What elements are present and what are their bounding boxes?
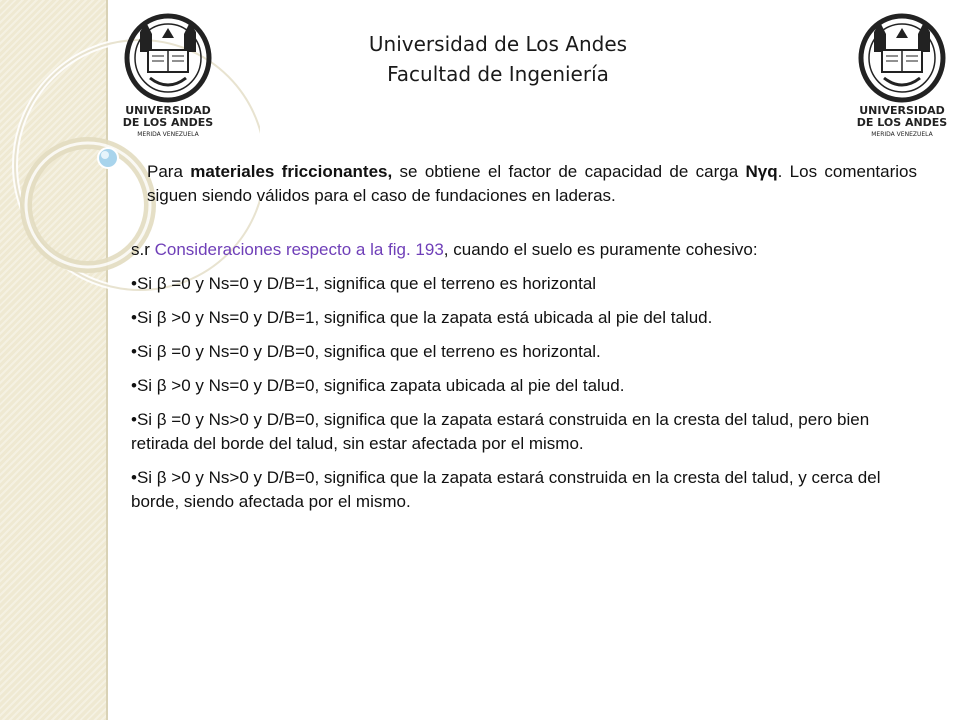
university-logo-right bbox=[852, 12, 952, 138]
intro-text-3: . Los comentarios siguen siendo válidos para el caso de fundaciones en laderas. bbox=[147, 162, 918, 205]
university-logo-left bbox=[118, 12, 218, 138]
section-prefix: s.r bbox=[131, 240, 155, 259]
list-item: •Si β =0 y Ns=0 y D/B=1, significa que el terreno es horizontal bbox=[131, 274, 597, 293]
university-seal-icon bbox=[127, 16, 209, 100]
section-heading bbox=[131, 238, 881, 262]
logo-name-line2: DE LOS ANDES bbox=[122, 116, 214, 129]
logo-place: MERIDA VENEZUELA bbox=[871, 131, 933, 138]
intro-text-1: Para bbox=[147, 162, 191, 181]
list-item: •Si β >0 y Ns=0 y D/B=1, significa que la zapata está ubicada al pie del talud. bbox=[131, 308, 713, 327]
list-item: •Si β >0 y Ns=0 y D/B=0, significa zapata ubicada al pie del talud. bbox=[131, 376, 625, 395]
intro-bold-ngq: Nγq bbox=[745, 162, 778, 181]
logo-name-line2: DE LOS ANDES bbox=[856, 116, 948, 129]
logo-place: MERIDA VENEZUELA bbox=[137, 131, 199, 138]
logo-name-line1: UNIVERSIDAD bbox=[125, 104, 211, 117]
section-link[interactable]: Consideraciones respecto a la fig. 193 bbox=[154, 240, 444, 259]
list-item: •Si β =0 y Ns>0 y D/B=0, significa que la zapata estará construida en la cresta del talud, pero bien retirada del borde del talud, sin estar afectada por el mismo. bbox=[131, 410, 870, 453]
intro-text-2: se obtiene el factor de capacidad de carga bbox=[392, 162, 746, 181]
faculty-name: Facultad de Ingeniería bbox=[387, 62, 609, 86]
university-seal-icon bbox=[861, 16, 943, 100]
intro-paragraph bbox=[147, 160, 917, 208]
logo-name-line1: UNIVERSIDAD bbox=[859, 104, 945, 117]
section-rest: , cuando el suelo es puramente cohesivo: bbox=[443, 240, 758, 259]
intro-bold-materiales: materiales friccionantes, bbox=[190, 162, 393, 181]
list-item: •Si β =0 y Ns=0 y D/B=0, significa que el terreno es horizontal. bbox=[131, 342, 601, 361]
list-item: •Si β >0 y Ns>0 y D/B=0, significa que la zapata estará construida en la cresta del talud, y cerca del borde, siendo afectada por el mismo. bbox=[131, 468, 881, 511]
considerations-list bbox=[131, 238, 881, 524]
university-name: Universidad de Los Andes bbox=[368, 32, 628, 56]
